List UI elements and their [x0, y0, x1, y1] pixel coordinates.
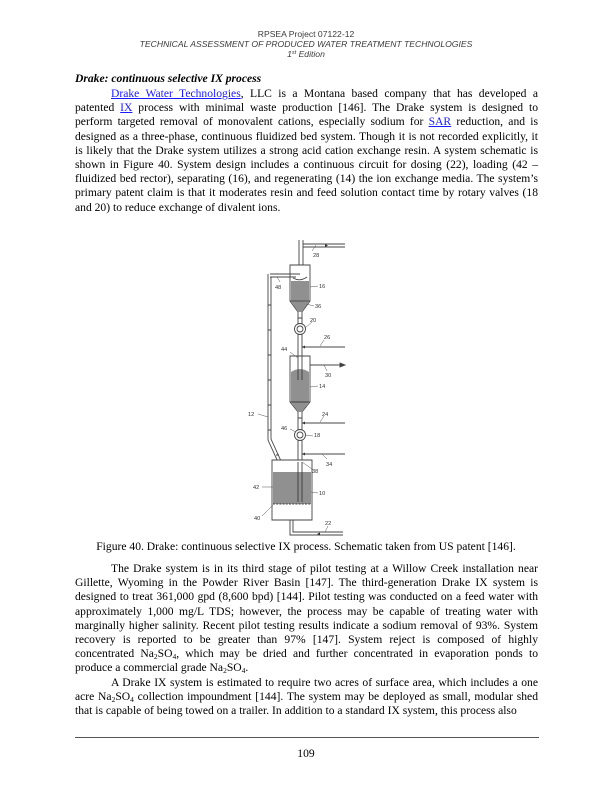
- edition-superscript: st: [291, 50, 297, 56]
- text-run: .: [245, 661, 249, 675]
- figure-caption: Figure 40. Drake: continuous selective IX process. Schematic taken from US patent [146].: [96, 540, 516, 553]
- link-sar[interactable]: SAR: [428, 115, 452, 129]
- text-run: The Drake system is in its third stage of pilot testing at a Willow Creek installation near Gillette, Wyoming in the Powder River Basin [147]. The third-generation Drake IX system is designed to treat 361,000 gpd (8,600 bpd) [144]. Pilot testing was conducted on a feed water with approximately 1,000 mg/L TDS; however, the process may be capable of treating water with marginally higher salinity. Recent pilot testing results indicate a sodium removal of 93%. System recovery is reported to be greater than 97% [147]. System reject is composed of highly concentrated Na: [75, 562, 538, 661]
- subscript: 4: [130, 694, 134, 704]
- running-header-edition: [0, 49, 612, 59]
- subscript: 4: [172, 652, 177, 662]
- label-38: 38: [312, 469, 319, 475]
- footer-rule: [75, 737, 539, 738]
- link-drake-water-technologies[interactable]: Drake Water Technologies: [111, 87, 241, 100]
- text-run: SO: [226, 661, 242, 675]
- text-run: collection impoundment [144]. The system may be deployed as small, modular shed that is capable of being towed on a trailer. In addition to a standard IX system, this process also: [75, 689, 538, 718]
- label-42: 42: [253, 485, 260, 491]
- page-number: 109: [297, 747, 315, 760]
- text-run: , LLC is a Montana based company that has developed a patented: [75, 87, 538, 115]
- text-run: A Drake IX system is estimated to require two acres of surface area, which includes a one acre Na: [75, 675, 538, 703]
- edition-word: Edition: [296, 49, 325, 59]
- edition-number: 1: [287, 49, 292, 59]
- label-28: 28: [313, 253, 320, 259]
- label-44: 44: [281, 347, 288, 353]
- label-10: 10: [319, 491, 326, 497]
- subscript: 2: [111, 694, 116, 704]
- label-20: 20: [310, 318, 317, 324]
- label-46: 46: [281, 426, 288, 432]
- subscript: 2: [223, 666, 227, 676]
- label-16: 16: [319, 284, 326, 290]
- text-run: SO: [115, 689, 131, 703]
- paragraph-pilot-testing: [75, 562, 538, 718]
- text-run: process with minimal waste production [146]. The Drake system is designed to perform targeted removal of monovalent cations, especially sodium for: [75, 101, 539, 129]
- label-22: 22: [325, 521, 332, 527]
- subscript: 4: [241, 666, 246, 676]
- subscript: 2: [153, 652, 158, 662]
- label-18: 18: [314, 433, 321, 439]
- label-40: 40: [254, 516, 261, 522]
- running-header-project: RPSEA Project 07122-12: [257, 29, 355, 39]
- label-36: 36: [315, 304, 322, 310]
- label-24: 24: [322, 412, 329, 418]
- label-12: 12: [248, 412, 255, 418]
- text-run: reduction, and is designed as a three-phase, continuous fluidized bed system. Though it is not recorded explicitly, it is likely that the Drake system utilizes a strong acid cation exchange resin. A system schematic is shown in Figure 40. System design includes a continuous circuit for dosing (22), loading (42 – fluidized bed rector), separating (16), and regenerating (14) the ion exchange media. The system’s primary patent claim is that it moderates resin and feed solution contact time by rotary valves (18 and 20) to reduce exchange of divalent ions.: [75, 115, 538, 214]
- running-header-title: TECHNICAL ASSESSMENT OF PRODUCED WATER TREATMENT TECHNOLOGIES: [139, 39, 473, 49]
- section-heading: Drake: continuous selective IX process: [75, 72, 262, 85]
- link-ix[interactable]: IX: [120, 101, 133, 115]
- paragraph-footprint: [75, 676, 538, 719]
- text-run: SO: [157, 647, 173, 661]
- label-14: 14: [319, 384, 326, 390]
- label-34: 34: [326, 462, 333, 468]
- text-run: , which may be dried and further concentrated in evaporation ponds to produce a commercial grade Na: [75, 647, 538, 675]
- label-26: 26: [324, 335, 331, 341]
- figure-40-schematic: [240, 240, 350, 540]
- label-30: 30: [325, 373, 332, 379]
- label-48: 48: [275, 285, 282, 291]
- paragraph-intro: [75, 87, 538, 215]
